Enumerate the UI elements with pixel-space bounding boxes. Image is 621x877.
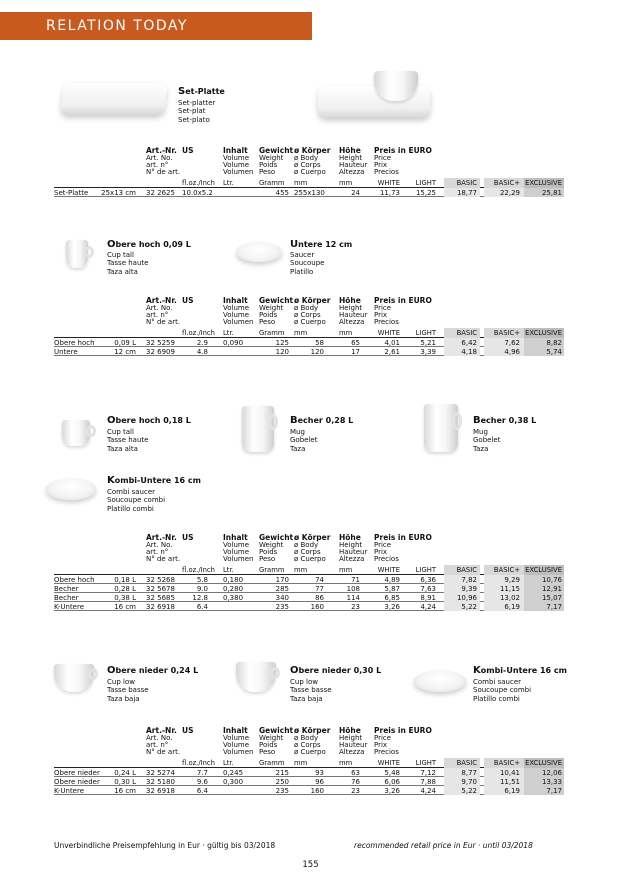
product-title-becher-028: Becher 0,28 L [290, 415, 354, 426]
table-header [54, 533, 564, 565]
unit-inhalt: Ltr. [223, 329, 234, 337]
table-cell: 120 [310, 348, 324, 356]
unit-us: fl.oz./Inch [182, 566, 215, 574]
header-us: US [182, 533, 194, 542]
table-cell: 0,18 L [114, 576, 136, 584]
unit-basicplus: BASIC+ [493, 566, 520, 574]
table-cell: 120 [275, 348, 289, 356]
header-preis: Preis in EURO Price Prix Precios [374, 296, 432, 326]
table-cell: 86 [315, 594, 324, 602]
table-header [54, 726, 564, 758]
table-cell: 93 [315, 769, 324, 777]
table-cell: Untere [54, 348, 78, 356]
table-cell: K-Untere [54, 603, 85, 611]
table-cell: 4,96 [504, 348, 520, 356]
table-cell: 11,15 [499, 585, 520, 593]
table-cell: 9,70 [461, 778, 477, 786]
unit-light: LIGHT [415, 566, 436, 574]
table-cell: 17 [351, 348, 360, 356]
table-cell: 5,21 [420, 339, 436, 347]
header-hoehe: Höhe Height Hauteur Altezza [339, 726, 368, 756]
header-gewicht: Gewicht Weight Poids Peso [259, 146, 294, 176]
unit-koerper: mm [294, 179, 308, 187]
table-cell: 25,81 [541, 189, 562, 197]
table-cell: 0,300 [223, 778, 244, 786]
table-cell: 12 cm [114, 348, 136, 356]
table-cell: 23 [351, 787, 360, 795]
product-subtitle: Cup tall Tasse haute Taza alta [107, 428, 149, 453]
table-cell: 0,090 [223, 339, 244, 347]
table-cell: 4,24 [420, 603, 436, 611]
header-koerper: ø Körper ø Body ø Corps ø Cuerpo [294, 533, 331, 563]
unit-exclusive: EXCLUSIVE [525, 566, 562, 574]
product-title-set-platte: Set-Platte [178, 86, 225, 97]
table-cell: 2.9 [196, 339, 208, 347]
combi-saucer-image [414, 670, 466, 692]
unit-white: WHITE [377, 329, 400, 337]
table-row [54, 188, 564, 197]
unit-basic: BASIC [456, 329, 477, 337]
table-cell: 7,82 [461, 576, 477, 584]
product-subtitle: Mug Gobelet Taza [290, 428, 318, 453]
table-cell: 32 5180 [146, 778, 175, 786]
table-cell: 7,17 [546, 787, 562, 795]
table-row [54, 575, 564, 584]
product-title-obere-nieder-030: Obere nieder 0,30 L [290, 665, 382, 676]
table-cell: 255x130 [294, 189, 325, 197]
table-cell: 63 [351, 769, 360, 777]
table-cell: 250 [275, 778, 289, 786]
header-us: US [182, 726, 194, 735]
table-cell: 10,76 [541, 576, 562, 584]
unit-white: WHITE [377, 179, 400, 187]
header-preis: Preis in EURO Price Prix Precios [374, 146, 432, 176]
product-title-obere-hoch-009: Obere hoch 0,09 L [107, 239, 191, 250]
table-cell: 108 [346, 585, 360, 593]
unit-inhalt: Ltr. [223, 566, 234, 574]
unit-light: LIGHT [415, 179, 436, 187]
header-art: Art.-Nr. Art. No. art. n° N° de art. [146, 146, 181, 176]
table-cell: 0,245 [223, 769, 244, 777]
table-row [54, 602, 564, 611]
table-cell: 6,19 [504, 787, 520, 795]
table-cell: 6.4 [196, 603, 208, 611]
unit-gewicht: Gramm [259, 566, 285, 574]
table-cell: 2,61 [384, 348, 400, 356]
product-title-untere-12: Untere 12 cm [290, 239, 353, 250]
table-cell: 24 [351, 189, 360, 197]
table-cell: 160 [310, 787, 324, 795]
table-cell: 6,36 [420, 576, 436, 584]
saucer-image [236, 242, 282, 262]
table-cell: 32 6918 [146, 603, 175, 611]
table-header [54, 296, 564, 328]
product-subtitle: Cup tall Tasse haute Taza alta [107, 251, 149, 276]
table-cell: 0,280 [223, 585, 244, 593]
table-cell: 7,12 [420, 769, 436, 777]
table-cell: 0,180 [223, 576, 244, 584]
table-cell: 125 [275, 339, 289, 347]
header-hoehe: Höhe Height Hauteur Altezza [339, 146, 368, 176]
table-cell: 76 [351, 778, 360, 786]
unit-us: fl.oz./Inch [182, 179, 215, 187]
product-title-kombi-untere: Kombi-Untere 16 cm [107, 475, 201, 486]
table-cell: 23 [351, 603, 360, 611]
combi-saucer-image [46, 478, 96, 500]
footer-right: recommended retail price in Eur · until 03/2018 [354, 841, 533, 850]
unit-gewicht: Gramm [259, 179, 285, 187]
header-inhalt: Inhalt Volume Volume Volumen [223, 533, 254, 563]
product-title-kombi-untere: Kombi-Untere 16 cm [473, 665, 567, 676]
table-cell: 22,29 [499, 189, 520, 197]
unit-hoehe: mm [339, 566, 353, 574]
unit-white: WHITE [377, 759, 400, 767]
table-cell: 0,380 [223, 594, 244, 602]
table-cell: 0,38 L [114, 594, 136, 602]
table-cell: 10.0x5.2 [182, 189, 213, 197]
table-cell: 32 6918 [146, 787, 175, 795]
unit-us: fl.oz./Inch [182, 759, 215, 767]
header-gewicht: Gewicht Weight Poids Peso [259, 533, 294, 563]
header-inhalt: Inhalt Volume Volume Volumen [223, 296, 254, 326]
footer-left: Unverbindliche Preisempfehlung in Eur · gültig bis 03/2018 [54, 841, 276, 850]
unit-basicplus: BASIC+ [493, 329, 520, 337]
header-koerper: ø Körper ø Body ø Corps ø Cuerpo [294, 296, 331, 326]
mug-image [242, 406, 274, 452]
cup-low-image [236, 662, 276, 692]
unit-hoehe: mm [339, 179, 353, 187]
product-subtitle: Mug Gobelet Taza [473, 428, 501, 453]
product-subtitle: Saucer Soucoupe Platillo [290, 251, 325, 276]
header-us: US [182, 146, 194, 155]
units-row [54, 565, 564, 575]
table-cell: 6,85 [384, 594, 400, 602]
table-cell: 3,26 [384, 787, 400, 795]
table-cell: 6,42 [461, 339, 477, 347]
unit-koerper: mm [294, 329, 308, 337]
product-title-becher-038: Becher 0,38 L [473, 415, 537, 426]
table-cell: 3,26 [384, 603, 400, 611]
table-cell: 32 2625 [146, 189, 175, 197]
product-subtitle: Cup low Tasse basse Taza baja [107, 678, 149, 703]
spec-table-2 [54, 296, 564, 356]
header-gewicht: Gewicht Weight Poids Peso [259, 296, 294, 326]
header-us: US [182, 296, 194, 305]
table-cell: 12,06 [541, 769, 562, 777]
table-cell: 285 [275, 585, 289, 593]
table-cell: 4,18 [461, 348, 477, 356]
header-hoehe: Höhe Height Hauteur Altezza [339, 296, 368, 326]
table-cell: 5,74 [546, 348, 562, 356]
unit-light: LIGHT [415, 329, 436, 337]
table-cell: 4,24 [420, 787, 436, 795]
header-gewicht: Gewicht Weight Poids Peso [259, 726, 294, 756]
table-cell: Obere nieder [54, 778, 100, 786]
product-title-obere-hoch-018: Obere hoch 0,18 L [107, 415, 191, 426]
header-bar [0, 12, 312, 40]
table-cell: 0,30 L [114, 778, 136, 786]
table-cell: 65 [351, 339, 360, 347]
header-koerper: ø Körper ø Body ø Corps ø Cuerpo [294, 146, 331, 176]
table-cell: 32 5274 [146, 769, 175, 777]
header-preis: Preis in EURO Price Prix Precios [374, 726, 432, 756]
units-row [54, 758, 564, 768]
units-row [54, 178, 564, 188]
table-cell: 455 [275, 189, 289, 197]
unit-white: WHITE [377, 566, 400, 574]
table-cell: 8,91 [420, 594, 436, 602]
table-cell: 5.8 [196, 576, 208, 584]
product-subtitle: Set-platter Set-plat Set-plato [178, 99, 216, 124]
table-cell: 7,17 [546, 603, 562, 611]
unit-koerper: mm [294, 566, 308, 574]
table-cell: 3,39 [420, 348, 436, 356]
table-row [54, 347, 564, 356]
header-preis: Preis in EURO Price Prix Precios [374, 533, 432, 563]
table-cell: 32 5259 [146, 339, 175, 347]
table-header [54, 146, 564, 178]
table-row [54, 593, 564, 602]
table-cell: Obere hoch [54, 339, 95, 347]
table-cell: Obere nieder [54, 769, 100, 777]
table-cell: 235 [275, 603, 289, 611]
table-cell: 74 [315, 576, 324, 584]
table-cell: 32 5685 [146, 594, 175, 602]
table-cell: 16 cm [114, 603, 136, 611]
table-cell: Becher [54, 594, 79, 602]
header-koerper: ø Körper ø Body ø Corps ø Cuerpo [294, 726, 331, 756]
unit-us: fl.oz./Inch [182, 329, 215, 337]
table-cell: 32 5678 [146, 585, 175, 593]
table-cell: Set-Platte [54, 189, 89, 197]
header-inhalt: Inhalt Volume Volume Volumen [223, 146, 254, 176]
table-cell: 7,88 [420, 778, 436, 786]
table-cell: 8,82 [546, 339, 562, 347]
table-cell: 4,89 [384, 576, 400, 584]
unit-koerper: mm [294, 759, 308, 767]
table-cell: 235 [275, 787, 289, 795]
table-cell: 18,77 [456, 189, 477, 197]
table-cell: 11,51 [499, 778, 520, 786]
unit-basic: BASIC [456, 759, 477, 767]
table-cell: 16 cm [114, 787, 136, 795]
header-art: Art.-Nr. Art. No. art. n° N° de art. [146, 533, 181, 563]
unit-gewicht: Gramm [259, 759, 285, 767]
table-cell: K-Untere [54, 787, 85, 795]
spec-table-3 [54, 533, 564, 611]
unit-inhalt: Ltr. [223, 759, 234, 767]
table-cell: 71 [351, 576, 360, 584]
table-cell: 11,73 [379, 189, 400, 197]
table-cell: 4.8 [196, 348, 208, 356]
table-row [54, 584, 564, 593]
page-number: 155 [302, 860, 319, 870]
unit-hoehe: mm [339, 329, 353, 337]
unit-basic: BASIC [456, 566, 477, 574]
table-cell: 32 6909 [146, 348, 175, 356]
table-cell: 13,33 [541, 778, 562, 786]
table-cell: 340 [275, 594, 289, 602]
product-subtitle: Combi saucer Soucoupe combi Platillo combi [107, 488, 166, 513]
table-cell: 9,29 [504, 576, 520, 584]
unit-basicplus: BASIC+ [493, 759, 520, 767]
table-cell: 15,07 [541, 594, 562, 602]
table-cell: 9.0 [196, 585, 208, 593]
unit-inhalt: Ltr. [223, 179, 234, 187]
table-row [54, 338, 564, 347]
table-cell: 12,91 [541, 585, 562, 593]
table-cell: 6,19 [504, 603, 520, 611]
header-inhalt: Inhalt Volume Volume Volumen [223, 726, 254, 756]
table-cell: 0,28 L [114, 585, 136, 593]
table-cell: 7,63 [420, 585, 436, 593]
unit-gewicht: Gramm [259, 329, 285, 337]
cup-low-image [54, 664, 94, 692]
header-art: Art.-Nr. Art. No. art. n° N° de art. [146, 296, 181, 326]
table-cell: 10,41 [499, 769, 520, 777]
table-cell: 96 [315, 778, 324, 786]
table-cell: 7,62 [504, 339, 520, 347]
table-cell: 114 [346, 594, 360, 602]
table-cell: 8,77 [461, 769, 477, 777]
table-cell: Obere hoch [54, 576, 95, 584]
table-cell: 6.4 [196, 787, 208, 795]
table-cell: 9.6 [196, 778, 208, 786]
table-cell: 7.7 [196, 769, 208, 777]
units-row [54, 328, 564, 338]
table-cell: 160 [310, 603, 324, 611]
table-cell: 5,48 [384, 769, 400, 777]
unit-exclusive: EXCLUSIVE [525, 179, 562, 187]
unit-exclusive: EXCLUSIVE [525, 759, 562, 767]
table-cell: 12.8 [192, 594, 208, 602]
table-row [54, 786, 564, 795]
table-cell: 215 [275, 769, 289, 777]
table-cell: 58 [315, 339, 324, 347]
table-cell: 5,87 [384, 585, 400, 593]
table-row [54, 768, 564, 777]
header-hoehe: Höhe Height Hauteur Altezza [339, 533, 368, 563]
table-cell: 32 5268 [146, 576, 175, 584]
table-cell: 6,06 [384, 778, 400, 786]
set-platter-image [60, 83, 167, 115]
spec-table-4 [54, 726, 564, 795]
table-cell: 25x13 cm [101, 189, 136, 197]
table-cell: Becher [54, 585, 79, 593]
product-title-obere-nieder-024: Obere nieder 0,24 L [107, 665, 199, 676]
spec-table-1 [54, 146, 564, 197]
header-art: Art.-Nr. Art. No. art. n° N° de art. [146, 726, 181, 756]
table-cell: 0,24 L [114, 769, 136, 777]
unit-basic: BASIC [456, 179, 477, 187]
table-cell: 0,09 L [114, 339, 136, 347]
product-subtitle: Cup low Tasse basse Taza baja [290, 678, 332, 703]
table-cell: 4,01 [384, 339, 400, 347]
unit-hoehe: mm [339, 759, 353, 767]
unit-basicplus: BASIC+ [493, 179, 520, 187]
header-title: RELATION TODAY [46, 18, 188, 34]
table-cell: 5,22 [461, 787, 477, 795]
table-cell: 15,25 [415, 189, 436, 197]
table-cell: 170 [275, 576, 289, 584]
product-subtitle: Combi saucer Soucoupe combi Platillo combi [473, 678, 532, 703]
table-cell: 9,39 [461, 585, 477, 593]
table-cell: 10,96 [456, 594, 477, 602]
table-cell: 5,22 [461, 603, 477, 611]
table-cell: 13,02 [499, 594, 520, 602]
unit-light: LIGHT [415, 759, 436, 767]
table-cell: 77 [315, 585, 324, 593]
unit-exclusive: EXCLUSIVE [525, 329, 562, 337]
table-row [54, 777, 564, 786]
